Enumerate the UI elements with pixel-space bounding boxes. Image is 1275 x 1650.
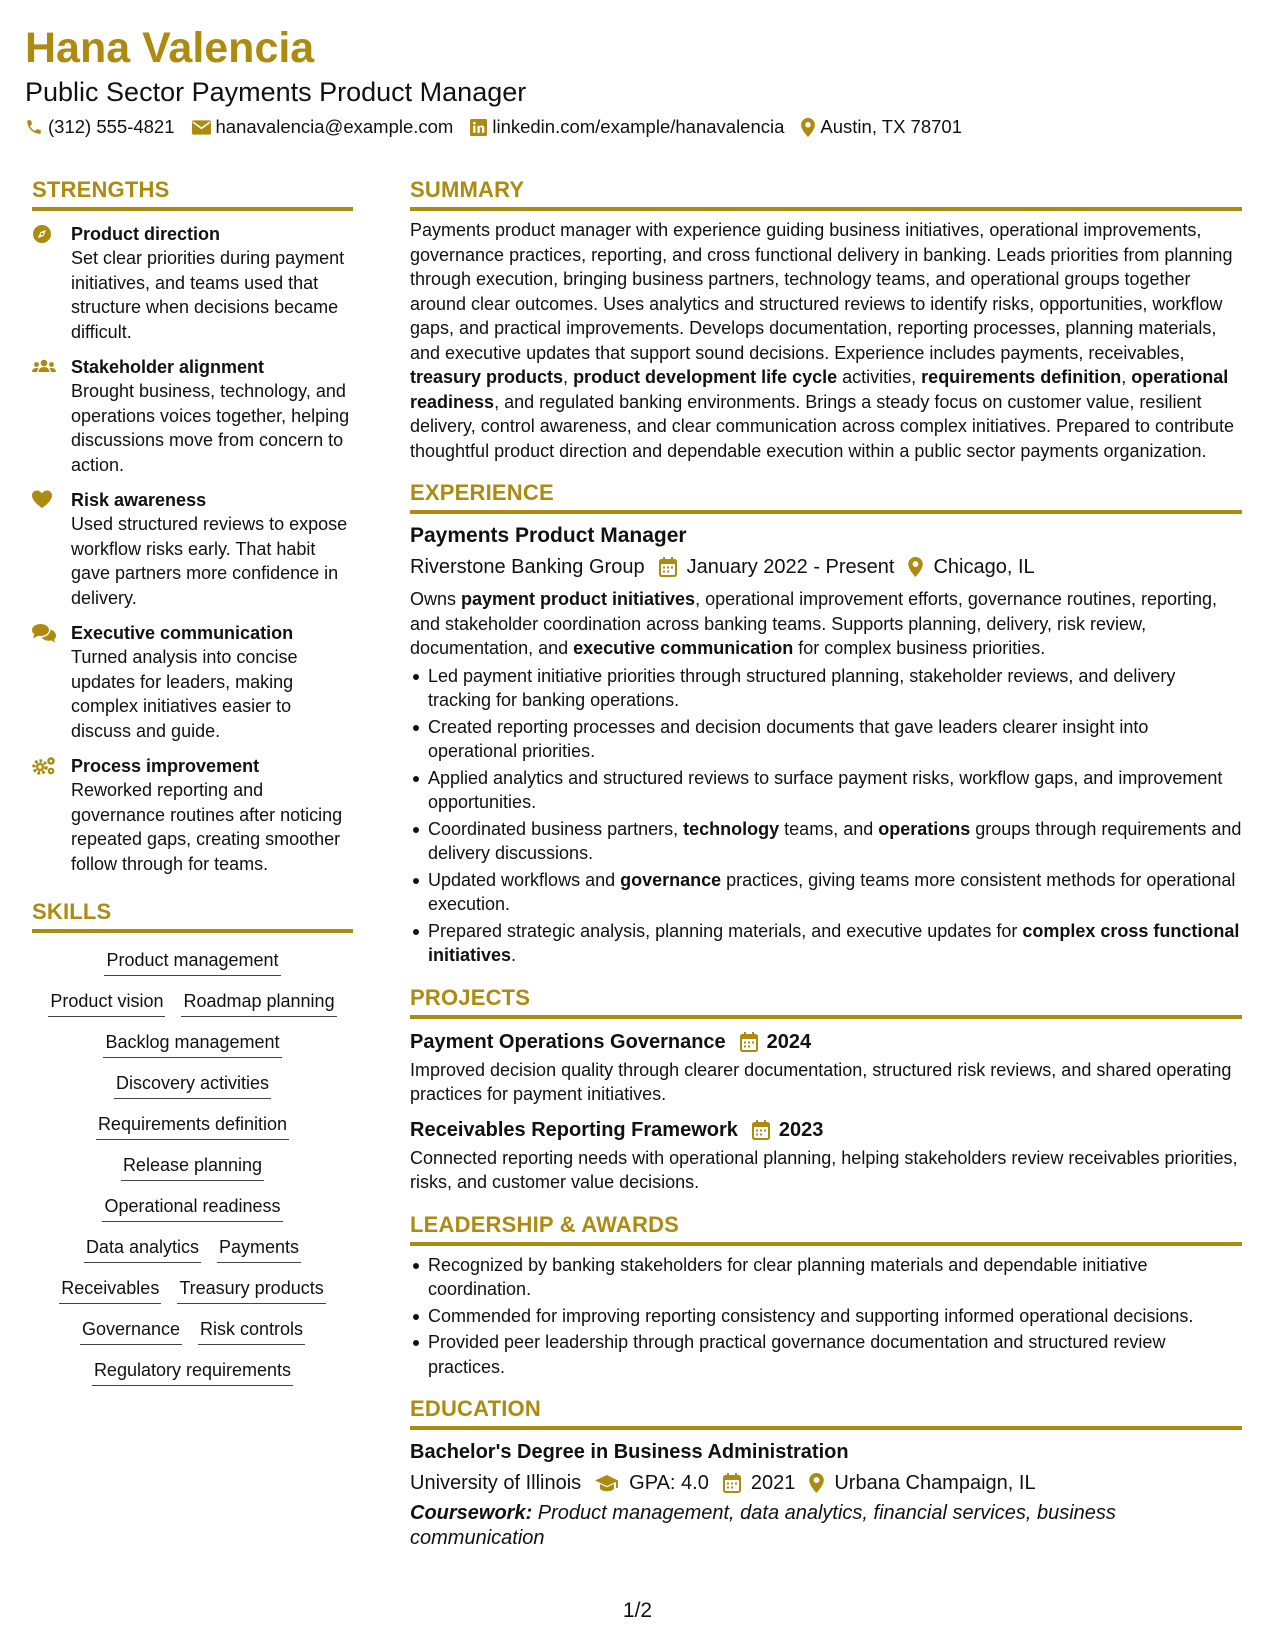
skills-section [32,898,353,1386]
project-desc: Improved decision quality through clearer documentation, structured risk reviews, and shared operating practices for payment initiatives. [410,1059,1232,1104]
envelope-icon [192,120,211,135]
project-name: Payment Operations Governance [410,1030,726,1053]
graduation-year: 2021 [750,1472,796,1494]
school-location: Urbana Champaign, IL [834,1472,1036,1494]
project-desc: Connected reporting needs with operational planning, helping stakeholders review receivables priorities, risks, and customer value decisions. [410,1147,1238,1192]
coursework: Coursework: Product management, data analytics, financial services, business communication [410,1502,1116,1549]
skill-tag: Operational readiness [102,1194,282,1222]
phone-icon [25,118,43,136]
skills-list [32,948,353,1386]
skill-row [32,1235,353,1263]
skill-row [32,1153,353,1181]
skill-row [32,1030,353,1058]
graduation-cap-icon [595,1474,619,1492]
strength-item [32,621,353,743]
strength-desc: Used structured reviews to expose workflow risks early. That habit gave partners more confidence in delivery. [71,514,348,608]
calendar-icon [723,1473,741,1493]
contact-location [801,115,962,139]
compass-icon [32,224,56,244]
project-year: 2023 [778,1118,824,1141]
phone-text: (312) 555-4821 [48,116,175,137]
skill-row [32,1317,353,1345]
leadership-bullet: Recognized by banking stakeholders for clear planning materials and dependable initiative coordination. [410,1253,1242,1302]
users-icon [32,357,56,377]
experience-section [410,479,1242,968]
education-heading: EDUCATION [410,1395,1242,1430]
summary-section [410,176,1242,463]
strength-item [32,355,353,477]
strength-title: Risk awareness [71,490,207,510]
skill-row [32,1071,353,1099]
leadership-section [410,1211,1242,1380]
projects-section [410,984,1242,1195]
contact-email[interactable] [192,115,454,139]
map-pin-icon [801,118,815,137]
job-meta [410,553,1242,581]
strength-desc: Brought business, technology, and operations voices together, helping discussions move from concern to action. [71,381,350,475]
project-header [410,1116,1242,1144]
degree-title: Bachelor's Degree in Business Administration [410,1441,849,1463]
skill-tag: Requirements definition [96,1112,289,1140]
gears-icon [32,756,56,776]
skill-tag: Receivables [59,1276,161,1304]
job-bullet: Updated workflows and governance practices, giving teams more consistent methods for operational execution. [410,868,1242,917]
skill-tag: Risk controls [198,1317,305,1345]
calendar-icon [659,557,677,577]
heart-icon [32,490,56,510]
skills-heading: SKILLS [32,898,353,933]
strength-desc: Reworked reporting and governance routines after noticing repeated gaps, creating smoother follow through for teams. [71,780,343,874]
map-pin-icon [809,1473,824,1493]
skill-tag: Data analytics [84,1235,201,1263]
education-section [410,1395,1242,1550]
candidate-title: Public Sector Payments Product Manager [25,77,527,107]
job-intro: Owns payment product initiatives, operational improvement efforts, governance routines, reporting, and stakeholder coordination across banking teams. Supports planning, delivery, risk review, documentation, and executive communication for complex business priorities. [410,589,1218,658]
contact-bar [25,115,1250,139]
contact-linkedin[interactable] [470,115,784,139]
right-column [410,176,1242,1550]
leadership-heading: LEADERSHIP & AWARDS [410,1211,1242,1246]
email-text[interactable]: hanavalencia@example.com [215,116,454,137]
skill-tag: Payments [217,1235,301,1263]
education-meta [410,1469,1242,1497]
job-bullets [410,664,1242,968]
company-name: Riverstone Banking Group [410,556,645,578]
summary-heading: SUMMARY [410,176,1242,211]
project-year: 2024 [766,1030,812,1053]
job-bullet: Prepared strategic analysis, planning materials, and executive updates for complex cross functional initiatives. [410,919,1242,968]
project-name: Receivables Reporting Framework [410,1118,738,1141]
gpa-text: GPA: 4.0 [629,1472,709,1494]
project-header [410,1028,1242,1056]
strength-title: Stakeholder alignment [71,357,265,377]
leadership-bullet: Commended for improving reporting consistency and supporting informed operational decisions. [410,1304,1242,1329]
linkedin-text[interactable]: linkedin.com/example/hanavalencia [492,116,785,137]
job-bullet: Created reporting processes and decision documents that gave leaders clearer insight into operational priorities. [410,715,1242,764]
experience-heading: EXPERIENCE [410,479,1242,514]
linkedin-icon [470,119,487,136]
strength-desc: Set clear priorities during payment initiatives, and teams used that structure when decisions became difficult. [71,248,345,342]
skill-tag: Product management [104,948,280,976]
projects-heading: PROJECTS [410,984,1242,1019]
skill-tag: Backlog management [103,1030,281,1058]
strength-item [32,222,353,344]
job-bullet: Coordinated business partners, technology teams, and operations groups through requirements and delivery discussions. [410,817,1242,866]
strength-item [32,488,353,610]
page-number: 1/2 [622,1599,653,1622]
skill-tag: Roadmap planning [181,989,336,1017]
resume-header [25,22,1250,139]
leadership-bullet: Provided peer leadership through practical governance documentation and structured review practices. [410,1330,1242,1379]
job-title: Payments Product Manager [410,524,687,547]
project-item [410,1028,1242,1107]
job-bullet: Led payment initiative priorities through structured planning, stakeholder reviews, and delivery tracking for banking operations. [410,664,1242,713]
calendar-icon [740,1032,758,1052]
calendar-icon [752,1120,770,1140]
strength-item [32,754,353,876]
leadership-bullets [410,1253,1242,1380]
location-text: Austin, TX 78701 [820,116,962,137]
map-pin-icon [908,557,923,577]
contact-phone [25,115,175,139]
job-location: Chicago, IL [933,556,1035,578]
strengths-heading: STRENGTHS [32,176,353,211]
skill-tag: Release planning [121,1153,264,1181]
skill-tag: Product vision [48,989,165,1017]
skill-row [32,1358,353,1386]
school-name: University of Illinois [410,1472,582,1494]
project-item [410,1116,1242,1195]
strength-title: Process improvement [71,756,260,776]
skill-tag: Regulatory requirements [92,1358,293,1386]
strength-desc: Turned analysis into concise updates for leaders, making complex initiatives easier to discuss and guide. [71,647,298,741]
summary-text: Payments product manager with experience guiding business initiatives, operational improvements, governance practices, reporting, and cross functional delivery in banking. Leads priorities from planning through execution, bringing business partners, technology teams, and operational groups together around clear outcomes. Uses analytics and structured reviews to identify risks, opportunities, workflow gaps, and practical improvements. Develops documentation, reporting processes, planning materials, and executive updates that support sound decisions. Experience includes payments, receivables, treasury products, product development life cycle activities, requirements definition, operational readiness, and regulated banking environments. Brings a steady focus on customer value, resilient delivery, control awareness, and clear communication across complex initiatives. Prepared to contribute thoughtful product direction and dependable execution within a public sector payments organization. [410,220,1235,461]
strength-title: Executive communication [71,623,294,643]
candidate-name: Hana Valencia [25,24,315,72]
left-column [32,176,353,1386]
strength-title: Product direction [71,224,221,244]
skill-tag: Governance [80,1317,182,1345]
skill-row [32,989,353,1017]
skill-tag: Discovery activities [114,1071,271,1099]
skill-row [32,1112,353,1140]
job-dates: January 2022 - Present [686,556,895,578]
skill-row [32,948,353,976]
job-bullet: Applied analytics and structured reviews to surface payment risks, workflow gaps, and improvement opportunities. [410,766,1242,815]
skill-tag: Treasury products [177,1276,325,1304]
chat-icon [32,623,56,643]
strengths-section [32,176,353,876]
skill-row [32,1276,353,1304]
skill-row [32,1194,353,1222]
